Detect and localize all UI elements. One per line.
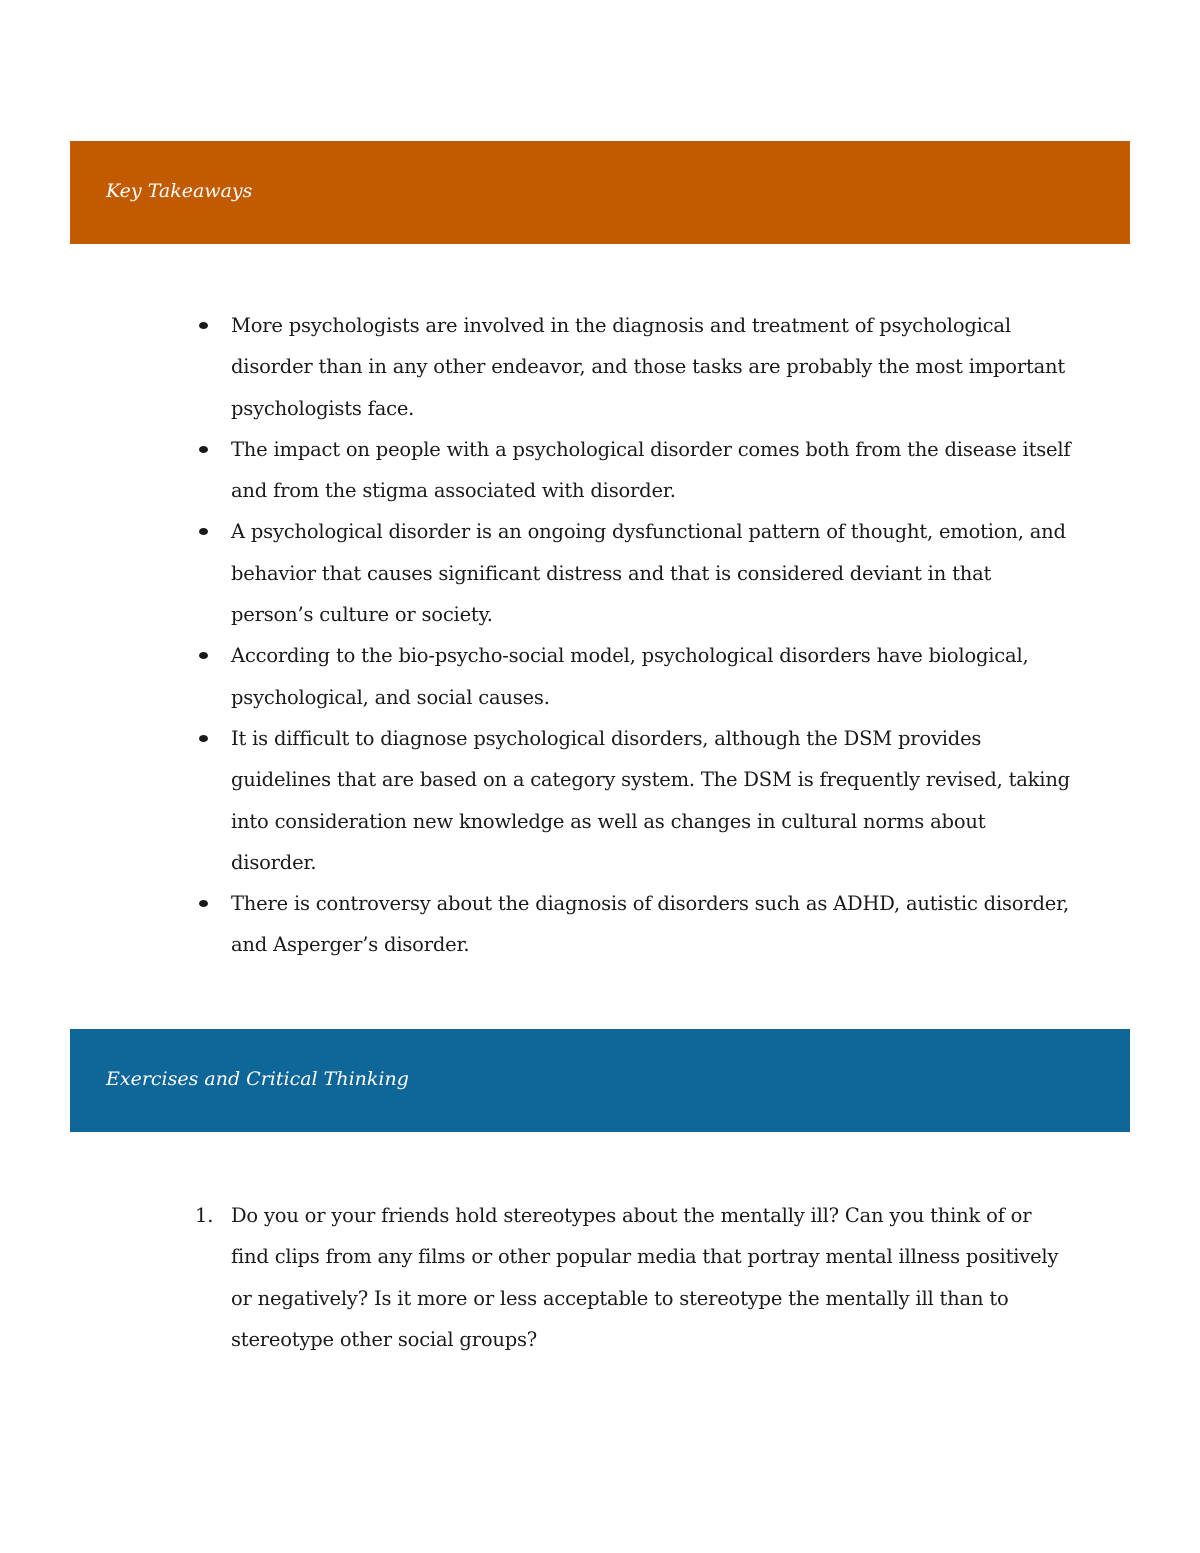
list-item-text: According to the bio-psycho-social model, psychological disorders have biological, psychological, and social causes. [231, 644, 1029, 709]
bullet-icon [199, 900, 208, 907]
list-item-text: A psychological disorder is an ongoing dysfunctional pattern of thought, emotion, and behavior that causes significant distress and that is considered deviant in that person’s culture or society. [231, 520, 1066, 627]
key-takeaways-list [231, 305, 1071, 966]
item-number: 1. [195, 1204, 214, 1227]
list-item [231, 429, 1071, 512]
list-item [195, 1195, 1071, 1360]
exercises-list [195, 1195, 1071, 1360]
exercises-title: Exercises and Critical Thinking [106, 1067, 409, 1090]
list-item-text: It is difficult to diagnose psychological disorders, although the DSM provides guidelines that are based on a category system. The DSM is frequently revised, taking into consideration new knowledge as well as changes in cultural norms about disorder. [231, 726, 1070, 874]
bullet-icon [199, 652, 208, 659]
exercises-header [70, 1029, 1130, 1132]
bullet-icon [199, 528, 208, 535]
bullet-icon [199, 446, 208, 453]
key-takeaways-header [70, 141, 1130, 244]
bullet-icon [199, 322, 208, 329]
list-item [231, 718, 1071, 883]
list-item-text: The impact on people with a psychological disorder comes both from the disease itself and from the stigma associated with disorder. [231, 437, 1071, 503]
list-item [231, 883, 1071, 966]
list-item [231, 635, 1071, 718]
key-takeaways-title: Key Takeaways [106, 179, 253, 202]
bullet-icon [199, 735, 208, 742]
list-item-text: Do you or your friends hold stereotypes about the mentally ill? Can you think of or find clips from any films or other popular media that portray mental illness positively or negatively? Is it more or less acceptable to stereotype the mentally ill than to stereotype other social groups? [231, 1204, 1059, 1351]
list-item-text: More psychologists are involved in the diagnosis and treatment of psychological disorder than in any other endeavor, and those tasks are probably the most important psychologists face. [231, 314, 1066, 420]
list-item-text: There is controversy about the diagnosis of disorders such as ADHD, autistic disorder, and Asperger’s disorder. [231, 892, 1070, 957]
list-item [231, 305, 1071, 429]
list-item [231, 511, 1071, 635]
